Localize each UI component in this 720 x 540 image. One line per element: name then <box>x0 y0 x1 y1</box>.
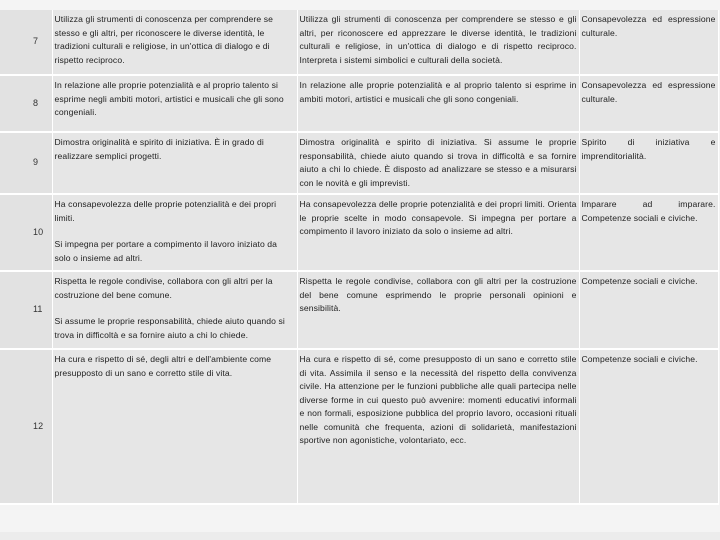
primary-competence-text: Si assume le proprie responsabilità, chiede aiuto quando si trova in difficoltà e sa fornire aiuto a chi lo chiede. <box>54 316 285 340</box>
key-competence-cell: Imparare ad imparare. Competenze sociali e civiche. <box>579 194 718 271</box>
secondary-competence-cell: In relazione alle proprie potenzialità e al proprio talento si esprime in ambiti motori, artistici e musicali che gli sono congeniali. <box>297 75 579 132</box>
primary-competence-text: Si impegna per portare a compimento il lavoro iniziato da solo o insieme ad altri. <box>54 239 278 263</box>
primary-competence-text: Rispetta le regole condivise, collabora con gli altri per la costruzione del bene comune. <box>54 276 273 300</box>
bottom-strip <box>0 532 720 540</box>
secondary-competence-cell: Dimostra originalità e spirito di iniziativa. Si assume le proprie responsabilità, chiede aiuto quando si trova in difficoltà e sa fornire aiuto a chi lo chiede. È disposto ad analizzare se stesso e a misurarsi con le novità e gli imprevisti. <box>297 132 579 194</box>
table-row <box>0 132 718 194</box>
key-competence-cell: Spirito di iniziativa e imprenditorialità. <box>579 132 718 194</box>
secondary-competence-cell: Utilizza gli strumenti di conoscenza per comprendere se stesso e gli altri, per riconoscere ed apprezzare le diverse identità, le tradizioni culturali e religiose, in un'ottica di dialogo e di rispetto reciproco. Interpreta i sistemi simbolici e culturali della società. <box>297 10 579 75</box>
row-number: 12 <box>0 349 52 504</box>
row-number: 10 <box>0 194 52 271</box>
primary-competence-text: Ha consapevolezza delle proprie potenzialità e dei propri limiti. <box>54 199 277 223</box>
secondary-competence-cell: Rispetta le regole condivise, collabora con gli altri per la costruzione del bene comune esprimendo le proprie personali opinioni e sensibilità. <box>297 271 579 349</box>
secondary-competence-cell: Ha cura e rispetto di sé, come presupposto di un sano e corretto stile di vita. Assimila il senso e la necessità del rispetto della convivenza civile. Ha attenzione per le funzioni pubbliche alle quali partecipa nelle diverse forme in cui questo può avvenire: momenti educativi informali e non formali, esposizione pubblica del proprio lavoro, occasioni rituali nelle comunità che frequenta, azioni di solidarietà, manifestazioni sportive non agonistiche, volontariato, ecc. <box>297 349 579 504</box>
key-competence-cell: Consapevolezza ed espressione culturale. <box>579 10 718 75</box>
table-row <box>0 194 718 271</box>
row-number: 9 <box>0 132 52 194</box>
primary-competence-cell: In relazione alle proprie potenzialità e al proprio talento si esprime negli ambiti motori, artistici e musicali che gli sono congeniali. <box>52 75 297 132</box>
key-competence-cell: Competenze sociali e civiche. <box>579 271 718 349</box>
primary-competence-cell <box>52 271 297 349</box>
primary-competence-cell: Ha cura e rispetto di sé, degli altri e dell'ambiente come presupposto di un sano e corretto stile di vita. <box>52 349 297 504</box>
table-row <box>0 75 718 132</box>
table-row <box>0 271 718 349</box>
secondary-competence-cell: Ha consapevolezza delle proprie potenzialità e dei propri limiti. Orienta le proprie scelte in modo consapevole. Si impegna per portare a compimento il lavoro iniziato da solo o insieme ad altri. <box>297 194 579 271</box>
key-competence-cell: Competenze sociali e civiche. <box>579 349 718 504</box>
table-row <box>0 10 718 75</box>
table-row <box>0 349 718 504</box>
row-number: 7 <box>0 10 52 75</box>
competences-table <box>0 10 719 505</box>
primary-competence-cell: Dimostra originalità e spirito di iniziativa. È in grado di realizzare semplici progetti. <box>52 132 297 194</box>
key-competence-cell: Consapevolezza ed espressione culturale. <box>579 75 718 132</box>
row-number: 8 <box>0 75 52 132</box>
primary-competence-cell: Utilizza gli strumenti di conoscenza per comprendere se stesso e gli altri, per riconoscere le diverse identità, le tradizioni culturali e religiose, in un'ottica di dialogo e di rispetto reciproco. <box>52 10 297 75</box>
primary-competence-cell <box>52 194 297 271</box>
row-number: 11 <box>0 271 52 349</box>
